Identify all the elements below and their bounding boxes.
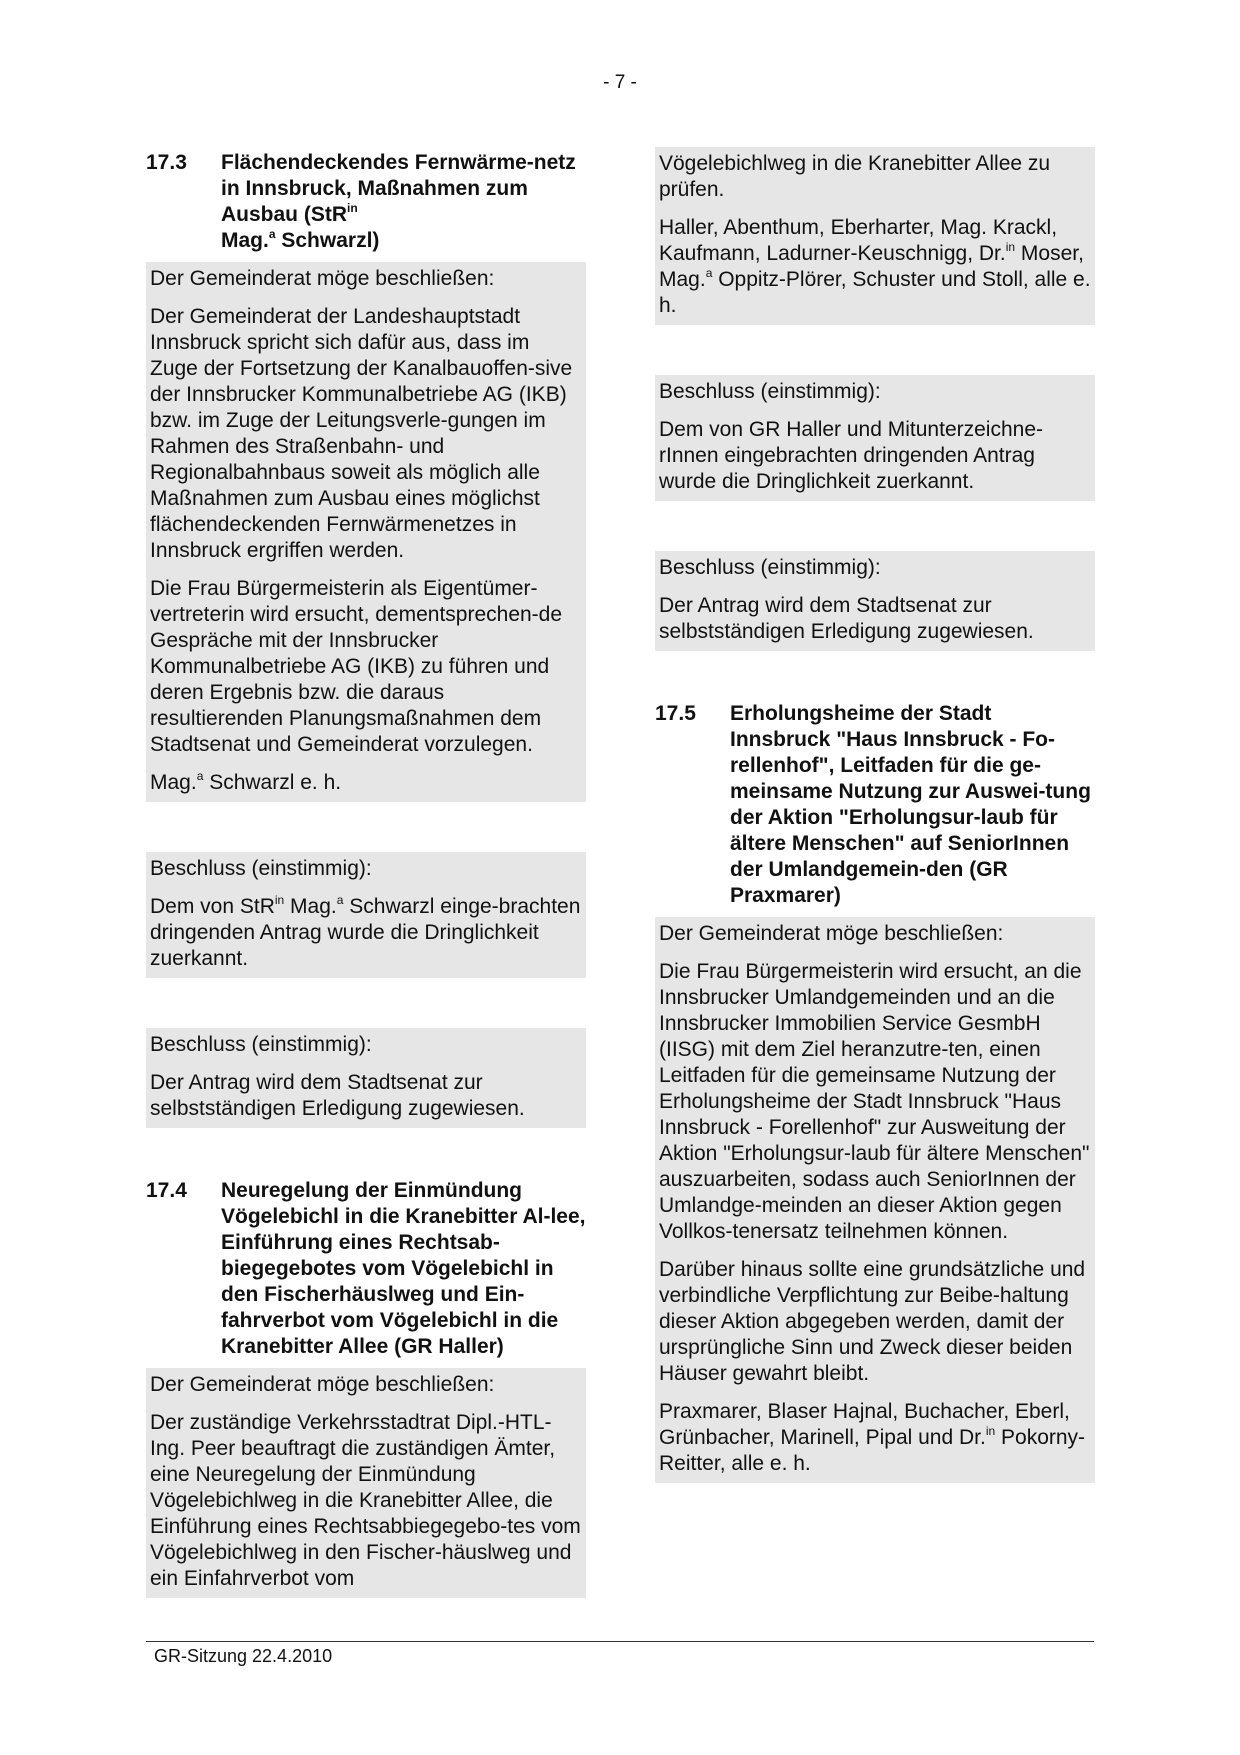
resolution-text: Der Antrag wird dem Stadtsenat zur selbstständigen Erledigung zugewiesen.: [150, 1071, 525, 1120]
resolution-block: [146, 852, 586, 978]
motion-signatures: Praxmarer, Blaser Hajnal, Buchacher, Eberl, Grünbacher, Marinell, Pipal und Dr.$^{in}$ Pokorny-Reitter, alle e. h.: [659, 1400, 1086, 1475]
motion-paragraph: Die Frau Bürgermeisterin als Eigentümer-vertreterin wird ersucht, dementsprechen-de Gespräche mit der Innsbrucker Kommunalbetriebe AG (IKB) zu führen und deren Ergebnis bzw. die daraus resultierenden Planungsmaßnahmen dem Stadtsenat und Gemeinderat vorzulegen.: [150, 577, 563, 756]
resolution-label: Beschluss (einstimmig):: [659, 380, 881, 403]
resolution-label: Beschluss (einstimmig):: [150, 1033, 372, 1056]
motion-intro: Der Gemeinderat möge beschließen:: [659, 922, 1004, 945]
motion-paragraph: Vögelebichlweg in die Kranebitter Allee zu prüfen.: [659, 152, 1051, 201]
right-column: [655, 147, 1095, 1483]
section-number: 17.4: [146, 1179, 187, 1202]
motion-block: [146, 262, 586, 802]
motion-block: [146, 1368, 586, 1598]
motion-signatures: Haller, Abenthum, Eberharter, Mag. Krackl, Kaufmann, Ladurner-Keuschnigg, Dr.$^{in}$ Moser, Mag.$^a$ Oppitz-Plörer, Schuster und Stoll, alle e. h.: [659, 216, 1091, 317]
motion-block-continued: [655, 147, 1095, 325]
left-column: [146, 150, 586, 1598]
motion-paragraph: Der Gemeinderat der Landeshauptstadt Innsbruck spricht sich dafür aus, dass im Zuge der Fortsetzung der Kanalbauoffen-sive der Innsbrucker Kommunalbetriebe AG (IKB) bzw. im Zuge der Leitungsverle-gungen im Rahmen des Straßenbahn- und Regionalbahnbaus soweit als möglich alle Maßnahmen zum Ausbau eines möglichst flächendeckenden Fernwärmenetzes in Innsbruck ergriffen werden.: [150, 305, 573, 562]
motion-block: [655, 917, 1095, 1483]
resolution-text: Der Antrag wird dem Stadtsenat zur selbstständigen Erledigung zugewiesen.: [659, 594, 1034, 643]
resolution-text: Dem von StR$^{in}$ Mag.$^a$ Schwarzl einge-brachten dringenden Antrag wurde die Dringlichkeit zuerkannt.: [150, 893, 581, 970]
motion-paragraph: Darüber hinaus sollte eine grundsätzliche und verbindliche Verpflichtung zur Beibe-haltung dieser Aktion abgegeben werden, damit der ursprüngliche Sinn und Zweck dieser beiden Häuser gewahrt bleibt.: [659, 1258, 1086, 1385]
section-title: Flächendeckendes Fernwärme-netz in Innsbruck, Maßnahmen zum Ausbau (StR$^{in}$ Mag.$^a$ Schwarzl): [221, 151, 576, 252]
section-number: 17.5: [655, 702, 696, 725]
resolution-block: [655, 551, 1095, 651]
motion-intro: Der Gemeinderat möge beschließen:: [150, 267, 495, 290]
section-17-4-heading: [146, 1178, 586, 1360]
section-title: Erholungsheime der Stadt Innsbruck "Haus Innsbruck - Fo-rellenhof", Leitfaden für die ge-meinsame Nutzung zur Auswei-tung der Aktion "Erholungsur-laub für ältere Menschen" auf SeniorInnen der Umlandgemein-den (GR Praxmarer): [730, 702, 1091, 907]
section-title: Neuregelung der Einmündung Vögelebichl in die Kranebitter Al-lee, Einführung eines Rechtsab-biegegebotes vom Vögelebichl in den Fischerhäuslweg und Ein-fahrverbot vom Vögelebichl in die Kranebitter Allee (GR Haller): [221, 1179, 586, 1358]
resolution-block: [655, 375, 1095, 501]
motion-signatures: Mag.$^a$ Schwarzl e. h.: [150, 769, 342, 794]
footer-text: GR-Sitzung 22.4.2010: [154, 1646, 333, 1666]
motion-paragraph: Die Frau Bürgermeisterin wird ersucht, an die Innsbrucker Umlandgemeinden und an die Innsbrucker Immobilien Service GesmbH (IISG) mit dem Ziel heranzutre-ten, einen Leitfaden für die gemeinsame Nutzung der Erholungsheime der Stadt Innsbruck "Haus Innsbruck - Forellenhof" zur Ausweitung der Aktion "Erholungsur-laub für ältere Menschen" auszuarbeiten, sodass auch SeniorInnen der Umlandge-meinden an dieser Aktion gegen Vollkos-tenersatz teilnehmen können.: [659, 960, 1090, 1243]
footer-divider: [146, 1641, 1094, 1642]
resolution-label: Beschluss (einstimmig):: [659, 556, 881, 579]
motion-paragraph: Der zuständige Verkehrsstadtrat Dipl.-HTL-Ing. Peer beauftragt die zuständigen Ämter, eine Neuregelung der Einmündung Vögelebichlweg in die Kranebitter Allee, die Einführung eines Rechtsabbiegegebo-tes vom Vögelebichlweg in den Fischer-häuslweg und ein Einfahrverbot vom: [150, 1411, 581, 1590]
resolution-label: Beschluss (einstimmig):: [150, 857, 372, 880]
section-17-3-heading: [146, 150, 586, 254]
section-17-5-heading: [655, 701, 1095, 909]
motion-intro: Der Gemeinderat möge beschließen:: [150, 1373, 495, 1396]
resolution-text: Dem von GR Haller und Mitunterzeichne-rInnen eingebrachten dringenden Antrag wurde die Dringlichkeit zuerkannt.: [659, 418, 1043, 493]
resolution-block: [146, 1028, 586, 1128]
page-number: - 7 -: [603, 72, 637, 93]
section-number: 17.3: [146, 151, 187, 174]
